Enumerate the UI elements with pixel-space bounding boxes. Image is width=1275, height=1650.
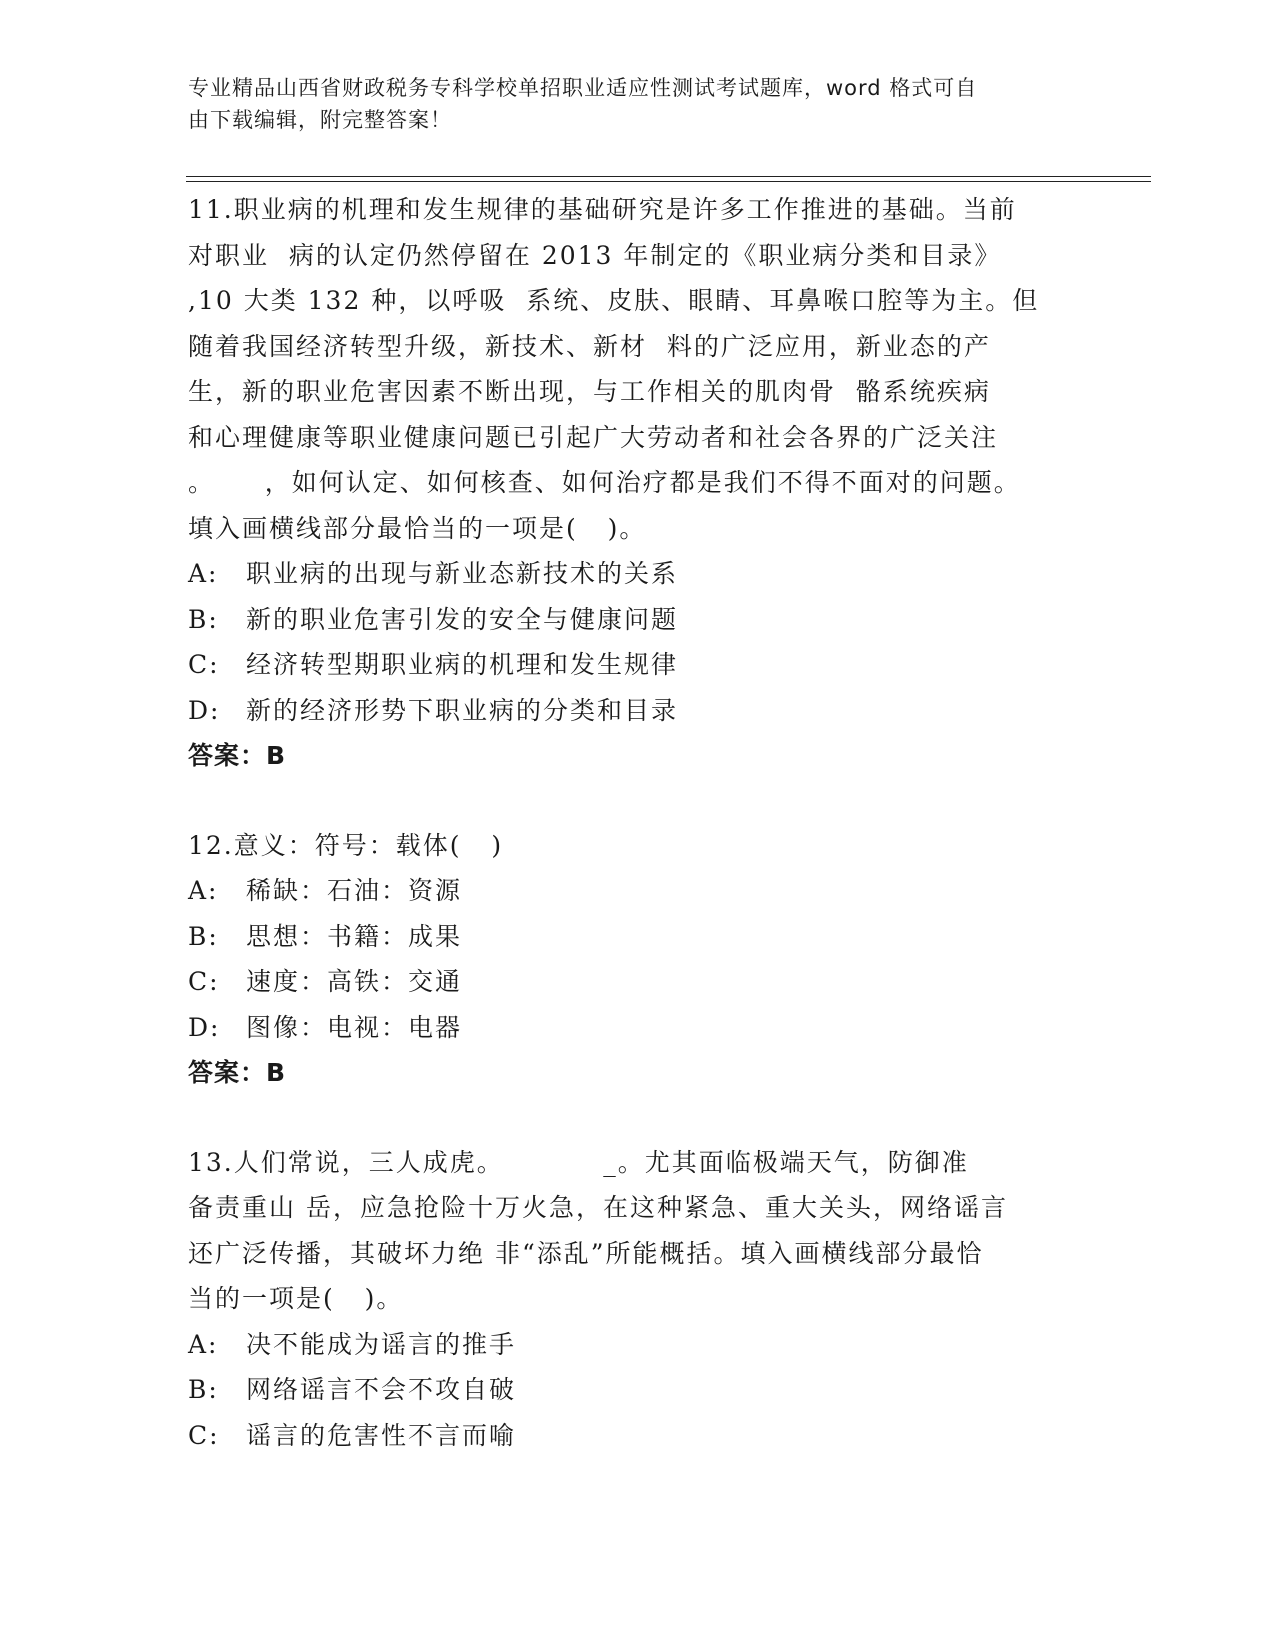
option-letter: C: [188,967,220,996]
question-stem-line: 备责重山 岳，应急抢险十万火急，在这种紧急、重大关头，网络谣言 [188,1193,1008,1222]
option-c [188,959,1088,1005]
option-d [188,688,1088,734]
question-stem-line: 生，新的职业危害因素不断出现，与工作相关的肌肉骨 骼系统疾病 [188,377,991,406]
option-letter: C: [188,1420,220,1450]
option-text: 决不能成为谣言的推手 [246,1329,517,1359]
question-gap [188,779,1088,823]
option-c [188,642,1088,688]
option-letter: B: [188,1375,219,1404]
option-text: 网络谣言不会不攻自破 [246,1375,517,1404]
question-list [188,187,1088,1458]
option-letter: D: [188,1012,221,1042]
option-c [188,1413,1088,1459]
question-stem-line: 还广泛传播，其破坏力绝 非“添乱”所能概括。填入画横线部分最恰 [188,1238,984,1268]
header-rule-bottom [186,181,1151,182]
answer: 答案：B [188,741,287,770]
option-text: 新的职业危害引发的安全与健康问题 [246,604,679,634]
option-text: 经济转型期职业病的机理和发生规律 [246,650,679,679]
header-line-2: 由下载编辑，附完整答案！ [188,108,452,132]
option-letter: D: [188,695,221,725]
question-stem-line: 和心理健康等职业健康问题已引起广大劳动者和社会各界的广泛关注 [188,422,999,452]
question-gap [188,1096,1088,1140]
option-letter: A: [188,876,219,905]
question-13 [188,1140,1088,1459]
option-d [188,1005,1088,1051]
option-letter: A: [188,1329,219,1359]
answer: 答案：B [188,1058,287,1087]
header-rule-top [186,176,1151,177]
question-stem-line: 当的一项是( )。 [188,1284,404,1313]
option-b [188,597,1088,643]
question-stem-line: ,10 大类 132 种，以呼吸 系统、皮肤、眼睛、耳鼻喉口腔等为主。但 [188,286,1040,315]
option-text: 职业病的出现与新业态新技术的关系 [246,559,679,588]
option-letter: C: [188,650,220,679]
question-stem-line: 填入画横线部分最恰当的一项是( )。 [188,513,647,543]
option-b [188,914,1088,960]
question-stem-line: 随着我国经济转型升级，新技术、新材 料的广泛应用，新业态的产 [188,331,991,361]
question-stem-line: 13.人们常说，三人成虎。 _。尤其面临极端天气，防御准 [188,1147,969,1177]
option-letter: A: [188,559,219,588]
question-stem-line: 11.职业病的机理和发生规律的基础研究是许多工作推进的基础。当前 [188,195,1017,224]
option-a [188,868,1088,914]
question-stem-line: 12.意义：符号：载体( ) [188,830,504,860]
question-stem-line: 。 ，如何认定、如何核查、如何治疗都是我们不得不面对的问题。 [188,468,1021,497]
question-11 [188,187,1088,779]
option-text: 新的经济形势下职业病的分类和目录 [246,695,679,725]
option-text: 速度：高铁：交通 [246,967,463,996]
option-text: 图像：电视：电器 [246,1012,463,1042]
header-line-1: 专业精品山西省财政税务专科学校单招职业适应性测试考试题库，word 格式可自 [188,76,978,100]
option-letter: B: [188,604,219,634]
option-text: 稀缺：石油：资源 [246,876,463,905]
option-text: 思想：书籍：成果 [246,921,463,951]
question-stem-line: 对职业 病的认定仍然停留在 2013 年制定的《职业病分类和目录》 [188,240,1002,270]
option-letter: B: [188,921,219,951]
option-text: 谣言的危害性不言而喻 [246,1420,517,1450]
option-a [188,1322,1088,1368]
question-12 [188,823,1088,1096]
page-header [188,72,1068,136]
option-a [188,551,1088,597]
option-b [188,1367,1088,1413]
